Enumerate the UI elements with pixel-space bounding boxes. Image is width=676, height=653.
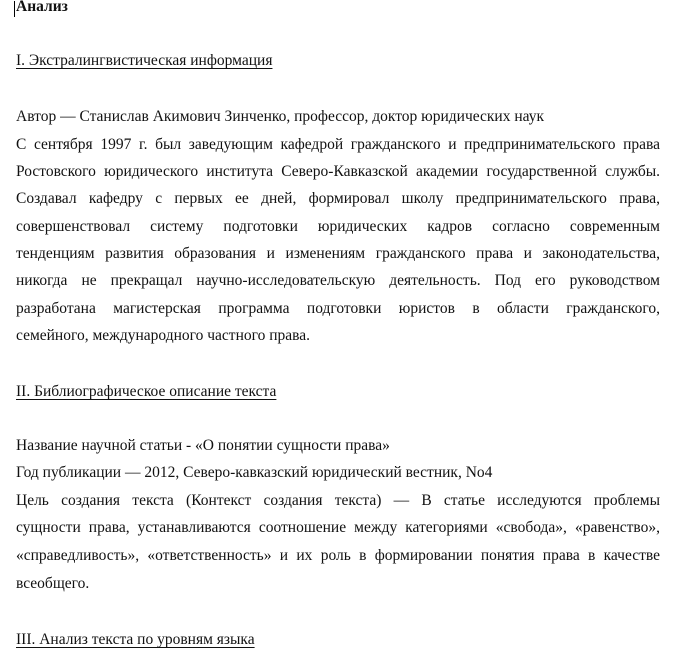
paragraph-line: всеобщего. [16,575,90,592]
section-heading-2: II. Библиографическое описание текста [16,383,277,400]
paragraph-line: сущности права, устанавливаются соотношение между категориями «свобода», «равенство», [16,519,660,536]
paragraph-line: Ростовского юридического института Северо-Кавказской академии государственной службы. [16,163,660,180]
paragraph-line: Автор — Станислав Акимович Зинченко, профессор, доктор юридических наук [16,108,545,125]
paragraph-line: «справедливость», «ответственность» и их роль в формировании понятия права в качестве [16,547,660,564]
paragraph-line: С сентября 1997 г. был заведующим кафедрой гражданского и предпринимательского права [16,136,660,153]
section-heading-1: I. Экстралингвистическая информация [16,52,273,69]
section-heading-3: III. Анализ текста по уровням языка [16,631,255,648]
text-cursor [14,1,15,17]
paragraph-line: совершенствовал систему подготовки юридических кадров согласно современным [16,218,660,235]
paragraph-line: никогда не прекращал научно-исследовательскую деятельность. Под его руководством [16,272,660,289]
paragraph-line: Создавал кафедру с первых ее дней, формировал школу предпринимательского права, [16,190,660,207]
document-title: Анализ [16,0,68,15]
paragraph-line: разработана магистерская программа подготовки юристов в области гражданского, [16,300,660,317]
paragraph-line: Название научной статьи - «О понятии сущности права» [16,437,390,454]
paragraph-line: Год публикации — 2012, Северо-кавказский юридический вестник, No4 [16,464,493,481]
paragraph-line: тенденциям развития образования и изменениям гражданского права и законодательства, [16,245,660,262]
paragraph-line: Цель создания текста (Контекст создания текста) — В статье исследуются проблемы [16,492,660,509]
paragraph-line: семейного, международного частного права. [16,327,311,344]
